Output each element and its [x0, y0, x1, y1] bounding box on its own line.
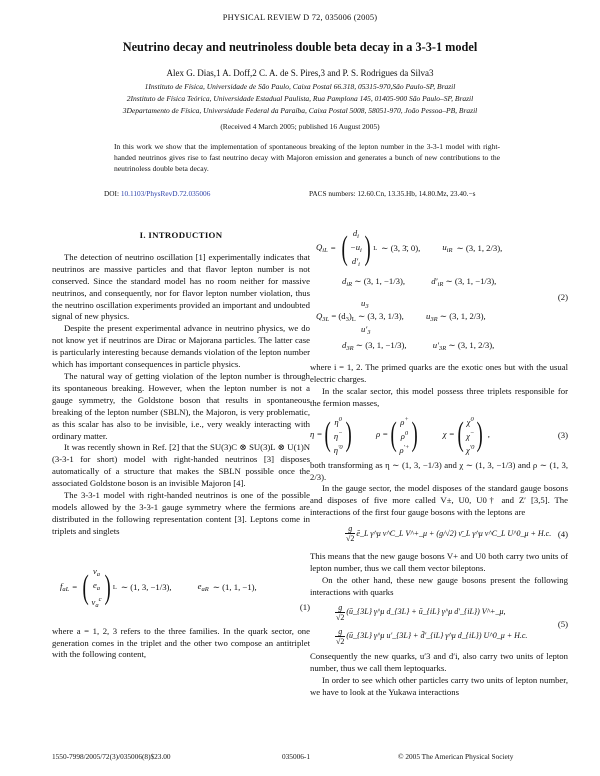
- received-dates: (Received 4 March 2005; published 16 August 2005): [220, 122, 380, 131]
- eq2-quark-triplet: ( $d_i$ $-u_i$ $d'_i$ ) L: [341, 228, 378, 268]
- section-title-introduction: I. INTRODUCTION: [139, 230, 223, 240]
- footer-left: 1550-7998/2005/72(3)/035006(8)$23.00: [52, 752, 171, 761]
- affiliation-2: 2Instituto de Física Teórica, Universidade Estadual Paulista, Rua Pamplona 145, 01405-900 São Paulo–SP, Brazil: [126, 94, 474, 103]
- eq1-rep: ∼ (1, 3, −1/3),: [120, 582, 172, 593]
- equation-3: η = ( $\eta^0$ η− $\eta^{'0}$ ) ρ = ( ρ+ $\rho^0$ ρ′+ ) χ = ( $\chi^0$ χ− $\chi^{'0}$ ) , (3): [310, 415, 568, 455]
- running-head: PHYSICAL REVIEW D 72, 035006 (2005): [222, 13, 378, 22]
- eq5-number: (5): [557, 618, 568, 629]
- affiliation-3: 3Departamento de Física, Universidade Federal da Paraíba, Caixa Postal 5008, 58051-970, João Pessoa–PB, Brazil: [122, 106, 478, 115]
- eq1-entry-e: $e_a$: [92, 579, 101, 592]
- equation-4: $\frac{g}{√2}$ ē_L γ^μ ν^C_L V^+_μ + (g/√2) ν̄_L γ^μ ν^C_L U^0_μ + H.c. (4): [346, 524, 568, 544]
- paragraph: It was recently shown in Ref. [2] that the SU(3)C ⊗ SU(3)L ⊗ U(1)N (3-3-1 for short) model with right-handed neutrinos [3] disposes automatically of a structure that makes the SBLN possible once the associated Goldstone boson is an invisible Majoron [4].: [52, 442, 310, 489]
- equation-5: $\frac{g}{√2}$ (ū_{3L} γ^μ d_{3L} + ū_{iL} γ^μ d′_{iL}) V^+_μ, $\frac{g}{√2}$ (ū_{3L} γ^μ u′_{3L} + d̄′_{iL} γ^μ d_{iL}) U^0_μ + H.c. (5): [336, 602, 568, 646]
- paragraph: In the scalar sector, this model possess three triplets responsible for the fermion masses,: [310, 385, 568, 408]
- affiliation-1: 1Instituto de Física, Universidade de São Paulo, Caixa Postal 66.318, 05315-970,São Paulo-SP, Brazil: [144, 82, 456, 91]
- eq3-eta-triplet: ( $\eta^0$ η− $\eta^{'0}$ ): [324, 415, 352, 455]
- paragraph: where a = 1, 2, 3 refers to the three families. In the quark sector, one generation comes in the triplet and the other two compose an antitriplet with the following content,: [52, 625, 310, 660]
- footer-page-number: 035006-1: [282, 752, 310, 761]
- eq3-rho-triplet: ( ρ+ $\rho^0$ ρ′+ ): [390, 415, 419, 455]
- paragraph: In the gauge sector, the model disposes of the standard gauge bosons and disposes of five more called V±, U0, U0† and Z′ [3,5]. The interactions of the first four gauge bosons with the leptons are: [310, 483, 568, 518]
- eq1-entry-nu: $\nu_a$: [92, 565, 101, 578]
- paragraph: Despite the present experimental advance in neutrino physics, we do not know yet if neutrinos are Dirac or Majorana particles. The latter case is particularly interesting because demands violation of the lepton number which has important consequences in particle physics.: [52, 323, 310, 370]
- eq2-number: (2): [557, 292, 568, 302]
- paragraph: This means that the new gauge bosons V+ and U0 both carry two units of lepton number, thus we call them vector bileptons.: [310, 551, 568, 574]
- doi-line: [104, 189, 210, 198]
- eq3-number: (3): [557, 429, 568, 440]
- paragraph: The natural way of getting violation of the lepton number is through its spontaneous breaking. However, when the lepton number is not a gauge symmetry, the Goldstone boson that results in spontaneous breaking of the lepton number (SBLN), the Majoron, is very problematic, as this scalar has also to be invisible, i.e., very weakly interacting with ordinary matter.: [52, 370, 310, 441]
- right-column: [310, 228, 568, 698]
- eq1-lhs: $f_{aL}$: [60, 580, 70, 593]
- eq4-number: (4): [557, 529, 568, 540]
- paragraph: In order to see which other particles carry two units of lepton number, we have to look at the Yukawa interactions: [310, 674, 568, 697]
- eq1-rhs: $e_{aR}$: [197, 580, 209, 593]
- eq4-fraction: $\frac{g}{√2}$: [346, 524, 355, 544]
- abstract: In this work we show that the implementation of spontaneous breaking of the lepton number in the 3-3-1 model with right-handed neutrinos gives rise to fast neutrino decay with Majoron emission and generates a bunch of new contributions to the neutrinoless double beta decay.: [114, 142, 500, 174]
- paragraph: where i = 1, 2. The primed quarks are the exotic ones but with the usual electric charges.: [310, 362, 568, 384]
- paragraph: both transforming as η ∼ (1, 3, −1/3) and χ ∼ (1, 3, −1/3) and ρ ∼ (1, 3, 2/3).: [310, 459, 568, 482]
- paragraph: The 3-3-1 model with right-handed neutrinos is one of the possible models allowed by the 3-3-1 gauge symmetry where the fermions are distributed in the following representation content [3]. Leptons come in triplets and singlets: [52, 490, 310, 536]
- eq1-rhs-rep: ∼ (1, 1, −1),: [212, 582, 257, 593]
- equation-1: $f_{aL}$ = ( $\nu_a$ $e_a$ $\nu_a^c$ ) L ∼ (1, 3, −1/3), $e_{aR}$ ∼ (1, 1, −1), (1): [60, 565, 310, 612]
- eq3-chi-triplet: ( $\chi^0$ χ− $\chi^{'0}$ ): [457, 415, 484, 455]
- left-column: [52, 230, 310, 661]
- eq1-entry-nuc: $\nu_a^c$: [91, 595, 102, 609]
- author-list: Alex G. Dias,1 A. Doff,2 C. A. de S. Pires,3 and P. S. Rodrigues da Silva3: [166, 68, 434, 78]
- equation-2: $Q_{iL}$ = ( $d_i$ $-u_i$ $d'_i$ ) L ∼ (3, 3̄, 0), $u_{iR}$ ∼ (3, 1, 2/3), $d_{iR}$ ∼ (3, 1, −1/3), $d'_{iR}$ ∼ (3, 1, −1/3), (2) $u_3$ $Q_{3L} = (d_3)_L$ ∼ (3, 3, 1/3), $u_{3R}$ ∼ (3, 1, 2/3), $u'_3$ $d_{3R}$ ∼ (3, 1, −1/3), $u'_{3R}$ ∼ (3, 1, 2/3),: [316, 228, 568, 352]
- paragraph: Consequently the new quarks, u′3 and d′i, also carry two units of lepton number, thus we call them leptoquarks.: [310, 650, 568, 673]
- doi-link[interactable]: 10.1103/PhysRevD.72.035006: [120, 189, 211, 198]
- paragraph: The detection of neutrino oscillation [1] experimentally indicates that neutrinos are massive particles and that flavor lepton number is not conserved. Since the standard model has no room neither for massive neutrinos, and consequently, nor for flavor lepton number violation, thus the neutrino oscillation experiments provided an important and undoubted signal of new physics.: [52, 251, 310, 322]
- eq1-number: (1): [299, 601, 310, 612]
- pacs-numbers: PACS numbers: 12.60.Cn, 13.35.Hb, 14.80.Mz, 23.40.−s: [309, 189, 476, 198]
- eq1-lepton-triplet: ( $\nu_a$ $e_a$ $\nu_a^c$ ) L: [82, 565, 117, 609]
- paper-title: Neutrino decay and neutrinoless double beta decay in a 3-3-1 model: [122, 40, 478, 54]
- doi-label: DOI:: [104, 189, 119, 198]
- paragraph: On the other hand, these new gauge bosons present the following interactions with quarks: [310, 574, 568, 597]
- footer-copyright: © 2005 The American Physical Society: [398, 752, 514, 761]
